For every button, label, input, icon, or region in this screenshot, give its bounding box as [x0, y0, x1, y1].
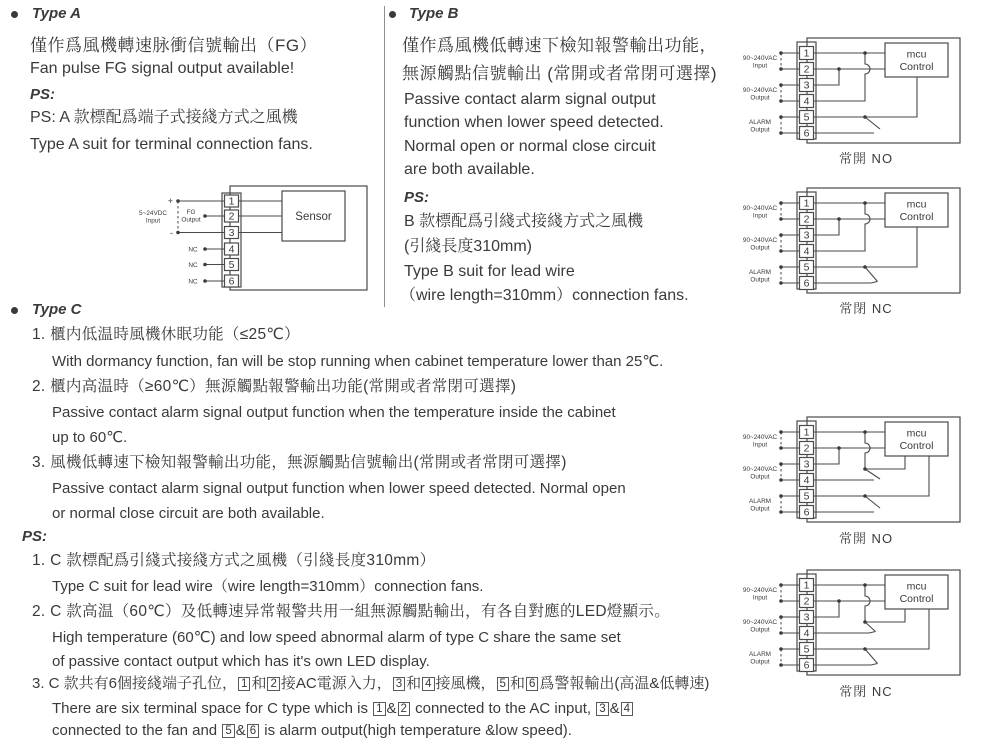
terminal-5: 5: [228, 259, 235, 271]
alarm-switch-closed: [865, 267, 878, 282]
wiring-diagram-b-normal-close: [741, 170, 991, 296]
boxed-number: 3: [393, 677, 405, 691]
boxed-number: 5: [497, 677, 509, 691]
type-b-desc-en4: are both available.: [404, 161, 535, 178]
vac-input-label-line2: Input: [752, 212, 768, 220]
minus-sign: -: [170, 228, 173, 238]
terminal-1: 1: [803, 426, 810, 439]
alarm-output-label-line2: Output: [750, 126, 770, 134]
alarm-output-label-line1: ALARM: [748, 498, 772, 505]
wiring-diagram-c-normal-open: [741, 399, 991, 525]
terminal-2: 2: [803, 213, 810, 226]
type-c-item2-en2: up to 60℃.: [52, 429, 128, 446]
vac-output-label-line2: Output: [750, 94, 770, 102]
terminal-3: 3: [803, 79, 810, 92]
terminal-4: 4: [228, 243, 235, 256]
type-b-ps-zh2: (引綫長度310mm): [404, 238, 533, 255]
type-c-ps3-en1: There are six terminal space for C type which is 1 & 2 connected to the AC input, 3 & 4: [52, 700, 634, 717]
type-c-item1-en: With dormancy function, fan will be stop running when cabinet temperature lower than 25℃.: [52, 353, 664, 370]
mcu-label-line2: Control: [899, 593, 934, 605]
nc-label-3: NC: [188, 278, 198, 286]
type-a-ps-label: PS:: [30, 86, 56, 103]
wiring-diagram-b-normal-open: [741, 20, 991, 146]
mcu-label-line1: mcu: [906, 427, 927, 440]
vac-output-label-line2: Output: [750, 626, 770, 634]
type-a-desc-zh: 僅作爲風機轉速脉衝信號輸出（FG）: [30, 36, 318, 55]
alarm-switch-closed: [865, 649, 878, 664]
boxed-number: 4: [621, 702, 633, 716]
vac-output-label-line1: 90~240VAC: [742, 237, 778, 244]
type-c-item2-zh: 2. 櫃内高温時（≥60℃）無源觸點報警輸出功能(常開或者常閉可選擇): [32, 378, 517, 395]
fan-switch-open: [865, 469, 880, 479]
mcu-label-line2: Control: [899, 211, 934, 223]
type-c-item3-en1: Passive contact alarm signal output function when lower speed detected. Normal open: [52, 480, 626, 497]
type-c-title: Type C: [32, 301, 82, 318]
type-a-title: Type A: [32, 5, 81, 22]
type-c-ps2-en2: of passive contact output which has it's own LED display.: [52, 653, 430, 670]
type-b-ps-zh1: B 款標配爲引綫式接綫方式之風機: [404, 213, 644, 230]
terminal-1: 1: [803, 47, 810, 60]
type-c-item2-en1: Passive contact alarm signal output function when the temperature inside the cabinet: [52, 404, 616, 421]
diagram-caption-no: 常開 NO: [838, 151, 894, 166]
type-a-wiring-diagram: [128, 184, 368, 294]
terminal-2: 2: [803, 595, 810, 608]
alarm-output-label-line1: ALARM: [748, 119, 772, 126]
type-c-ps3-en2: connected to the fan and 5 & 6 is alarm output(high temperature &low speed).: [52, 722, 572, 739]
boxed-number: 2: [398, 702, 410, 716]
terminal-2: 2: [228, 210, 235, 223]
terminal-5: 5: [803, 490, 810, 503]
bullet-icon: [11, 11, 18, 18]
type-b-desc-zh1: 僅作爲風機低轉速下檢知報警輸出功能，: [402, 36, 717, 55]
vac-input-label-line2: Input: [752, 62, 768, 70]
terminal-4: 4: [803, 627, 810, 640]
type-c-ps1-en: Type C suit for lead wire（wire length=310mm）connection fans.: [52, 578, 484, 595]
alarm-switch-open: [865, 117, 880, 129]
terminal-6: 6: [803, 506, 810, 519]
fan-switch-closed: [865, 622, 876, 632]
diagram-caption-nc: 常閉 NC: [839, 301, 893, 316]
vac-input-label-line2: Input: [752, 441, 768, 449]
wiring-diagram-c-normal-close: [741, 552, 991, 678]
terminal-3: 3: [803, 229, 810, 242]
fg-output-label-line2: Output: [181, 216, 201, 224]
bullet-icon: [11, 307, 18, 314]
mcu-label-line2: Control: [899, 61, 934, 73]
fg-output-label-line1: FG: [186, 209, 196, 216]
plus-sign: +: [167, 196, 173, 206]
type-c-item3-zh: 3. 風機低轉速下檢知報警輸出功能，無源觸點信號輸出(常開或者常閉可選擇): [32, 454, 567, 471]
terminal-1: 1: [803, 579, 810, 592]
vdc-input-label-line1: 5~24VDC: [139, 210, 167, 217]
type-b-ps-en1: Type B suit for lead wire: [404, 263, 575, 280]
type-c-item1-zh: 1. 櫃内低温時風機休眠功能（≤25℃）: [32, 326, 300, 343]
terminal-3: 3: [228, 227, 235, 239]
terminal-6: 6: [803, 127, 810, 140]
mcu-label-line1: mcu: [906, 580, 927, 593]
type-b-desc-en1: Passive contact alarm signal output: [404, 91, 656, 108]
alarm-output-label-line1: ALARM: [748, 651, 772, 658]
vac-output-label-line1: 90~240VAC: [742, 466, 778, 473]
vac-output-label-line1: 90~240VAC: [742, 87, 778, 94]
type-c-ps3-zh: 3. C 款共有6個接綫端子孔位， 1 和 2 接AC電源入力， 3 和 4 接風機， 5 和 6 爲警報輸出(高温&低轉速): [32, 675, 710, 692]
terminal-2: 2: [803, 63, 810, 76]
terminal-6: 6: [803, 277, 810, 290]
type-b-ps-en2: （wire length=310mm）connection fans.: [400, 287, 689, 304]
diagram-caption-nc: 常閉 NC: [839, 684, 893, 699]
alarm-output-label-line2: Output: [750, 505, 770, 513]
sensor-label: Sensor: [295, 211, 332, 223]
terminal-3: 3: [803, 458, 810, 471]
vdc-input-label-line2: Input: [145, 217, 161, 225]
type-b-desc-en3: Normal open or normal close circuit: [404, 138, 656, 155]
column-divider: [384, 6, 385, 307]
vac-input-label-line2: Input: [752, 594, 768, 602]
vac-input-label-line1: 90~240VAC: [742, 434, 778, 441]
terminal-3: 3: [803, 611, 810, 624]
alarm-output-label-line1: ALARM: [748, 269, 772, 276]
terminal-4: 4: [803, 95, 810, 108]
alarm-output-label-line2: Output: [750, 658, 770, 666]
terminal-2: 2: [803, 442, 810, 455]
type-c-ps2-zh: 2. C 款高温（60℃）及低轉速异常報警共用一組無源觸點輸出，有各自對應的LED燈顯示。: [32, 603, 671, 620]
boxed-number: 3: [596, 702, 608, 716]
type-b-desc-zh2: 無源觸點信號輸出 (常開或者常閉可選擇): [402, 64, 718, 83]
boxed-number: 2: [267, 677, 279, 691]
alarm-output-label-line2: Output: [750, 276, 770, 284]
terminal-1: 1: [803, 197, 810, 210]
vac-output-label-line1: 90~240VAC: [742, 619, 778, 626]
boxed-number: 1: [373, 702, 385, 716]
vac-input-label-line1: 90~240VAC: [742, 205, 778, 212]
diagram-caption-no: 常開 NO: [838, 531, 894, 546]
type-a-desc-en: Fan pulse FG signal output available!: [30, 60, 295, 77]
vac-output-label-line2: Output: [750, 473, 770, 481]
type-a-ps-en: Type A suit for terminal connection fans.: [30, 136, 313, 153]
terminal-4: 4: [803, 245, 810, 258]
mcu-label-line1: mcu: [906, 48, 927, 61]
type-a-ps-zh: PS: A 款標配爲端子式接綫方式之風機: [30, 109, 298, 126]
terminal-1: 1: [228, 195, 235, 208]
mcu-label-line1: mcu: [906, 198, 927, 211]
terminal-6: 6: [803, 659, 810, 672]
vac-input-label-line1: 90~240VAC: [742, 587, 778, 594]
bullet-icon: [389, 11, 396, 18]
terminal-5: 5: [803, 261, 810, 274]
boxed-number: 5: [222, 724, 234, 738]
type-c-ps1-zh: 1. C 款標配爲引綫式接綫方式之風機（引綫長度310mm）: [32, 552, 436, 569]
boxed-number: 6: [247, 724, 259, 738]
boxed-number: 1: [238, 677, 250, 691]
type-c-ps2-en1: High temperature (60℃) and low speed abnormal alarm of type C share the same set: [52, 629, 621, 646]
type-c-item3-en2: or normal close circuit are both available.: [52, 505, 325, 522]
type-b-title: Type B: [409, 5, 459, 22]
nc-label-2: NC: [188, 262, 198, 269]
boxed-number: 6: [526, 677, 538, 691]
vac-input-label-line1: 90~240VAC: [742, 55, 778, 62]
boxed-number: 4: [422, 677, 434, 691]
terminal-5: 5: [803, 643, 810, 656]
terminal-4: 4: [803, 474, 810, 487]
terminal-5: 5: [803, 111, 810, 124]
vac-output-label-line2: Output: [750, 244, 770, 252]
type-b-ps-label: PS:: [404, 189, 430, 206]
type-c-ps-label: PS:: [22, 528, 48, 545]
terminal-6: 6: [228, 275, 235, 288]
type-b-desc-en2: function when lower speed detected.: [404, 114, 664, 131]
nc-label-1: NC: [188, 246, 198, 254]
mcu-label-line2: Control: [899, 440, 934, 452]
alarm-switch-open: [865, 496, 880, 508]
